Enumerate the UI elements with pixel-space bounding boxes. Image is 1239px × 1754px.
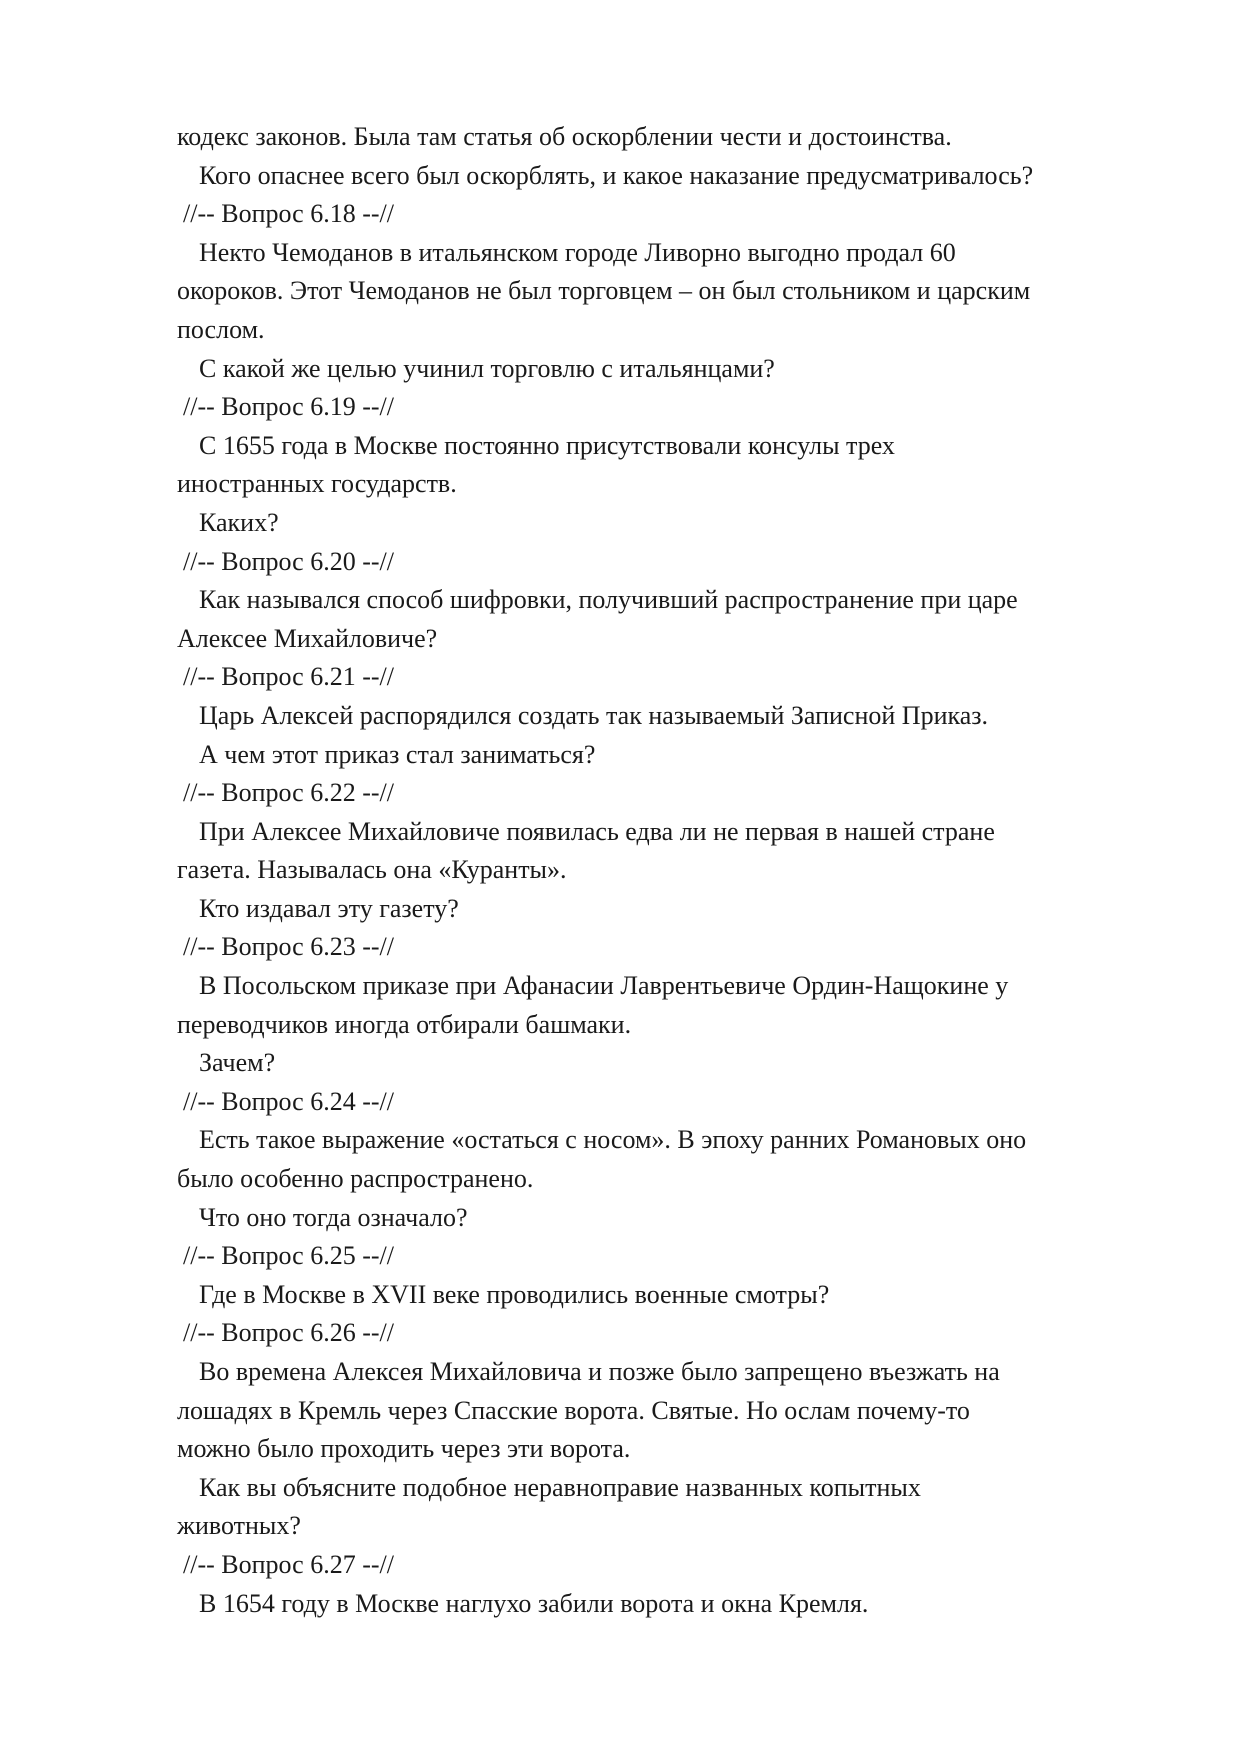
paragraph-line: Кого опаснее всего был оскорблять, и какое наказание предусматривалось? xyxy=(199,160,1034,190)
continuation-line: кодекс законов. Была там статья об оскорблении чести и достоинства. xyxy=(177,122,952,151)
continuation-line: было особенно распространено. xyxy=(177,1164,534,1194)
paragraph-line: Как вы объясните подобное неравноправие названных копытных xyxy=(199,1472,921,1502)
paragraph-line: Во времена Алексея Михайловича и позже было запрещено въезжать на xyxy=(199,1357,1000,1386)
continuation-line: можно было проходить через эти ворота. xyxy=(177,1434,631,1464)
paragraph-line: Есть такое выражение «остаться с носом». В эпоху ранних Романовых оно xyxy=(199,1125,1027,1155)
continuation-line: Алексее Михайловиче? xyxy=(177,623,438,653)
question-marker: //-- Вопрос 6.18 --// xyxy=(183,199,394,229)
continuation-line: послом. xyxy=(177,314,265,344)
paragraph-line: При Алексее Михайловиче появилась едва ли не первая в нашей стране xyxy=(199,816,995,846)
continuation-line: иностранных государств. xyxy=(177,469,457,499)
paragraph-line: С 1655 года в Москве постоянно присутствовали консулы трех xyxy=(199,430,895,460)
paragraph-line: С какой же целью учинил торговлю с итальянцами? xyxy=(199,353,775,383)
question-marker: //-- Вопрос 6.19 --// xyxy=(183,392,394,422)
question-marker: //-- Вопрос 6.23 --// xyxy=(183,932,394,962)
paragraph-line: Что оно тогда означало? xyxy=(199,1202,468,1232)
question-marker: //-- Вопрос 6.26 --// xyxy=(183,1318,394,1348)
paragraph-line: В Посольском приказе при Афанасии Лаврентьевиче Ордин-Нащокине у xyxy=(199,971,1009,1001)
question-marker: //-- Вопрос 6.22 --// xyxy=(183,778,394,808)
paragraph-line: В 1654 году в Москве наглухо забили ворота и окна Кремля. xyxy=(199,1588,869,1618)
paragraph-line: А чем этот приказ стал заниматься? xyxy=(199,739,596,769)
question-marker: //-- Вопрос 6.21 --// xyxy=(183,662,394,692)
continuation-line: переводчиков иногда отбирали башмаки. xyxy=(177,1009,632,1039)
question-marker: //-- Вопрос 6.24 --// xyxy=(183,1086,394,1116)
question-marker: //-- Вопрос 6.25 --// xyxy=(183,1241,394,1271)
question-marker: //-- Вопрос 6.20 --// xyxy=(183,546,394,576)
continuation-line: окороков. Этот Чемоданов не был торговцем – он был стольником и царским xyxy=(177,276,1031,306)
continuation-line: животных? xyxy=(177,1511,301,1541)
paragraph-line: Кто издавал эту газету? xyxy=(199,893,459,923)
paragraph-line: Некто Чемоданов в итальянском городе Ливорно выгодно продал 60 xyxy=(199,237,956,267)
document-text xyxy=(177,118,1152,1623)
continuation-line: лошадях в Кремль через Спасские ворота. Святые. Но ослам почему-то xyxy=(177,1395,970,1425)
continuation-line: газета. Называлась она «Куранты». xyxy=(177,855,567,885)
paragraph-line: Где в Москве в XVII веке проводились военные смотры? xyxy=(199,1279,830,1309)
paragraph-line: Зачем? xyxy=(199,1048,276,1078)
paragraph-line: Царь Алексей распорядился создать так называемый Записной Приказ. xyxy=(199,700,989,730)
paragraph-line: Каких? xyxy=(199,507,279,537)
question-marker: //-- Вопрос 6.27 --// xyxy=(183,1549,394,1579)
paragraph-line: Как назывался способ шифровки, получивший распространение при царе xyxy=(199,585,1018,615)
